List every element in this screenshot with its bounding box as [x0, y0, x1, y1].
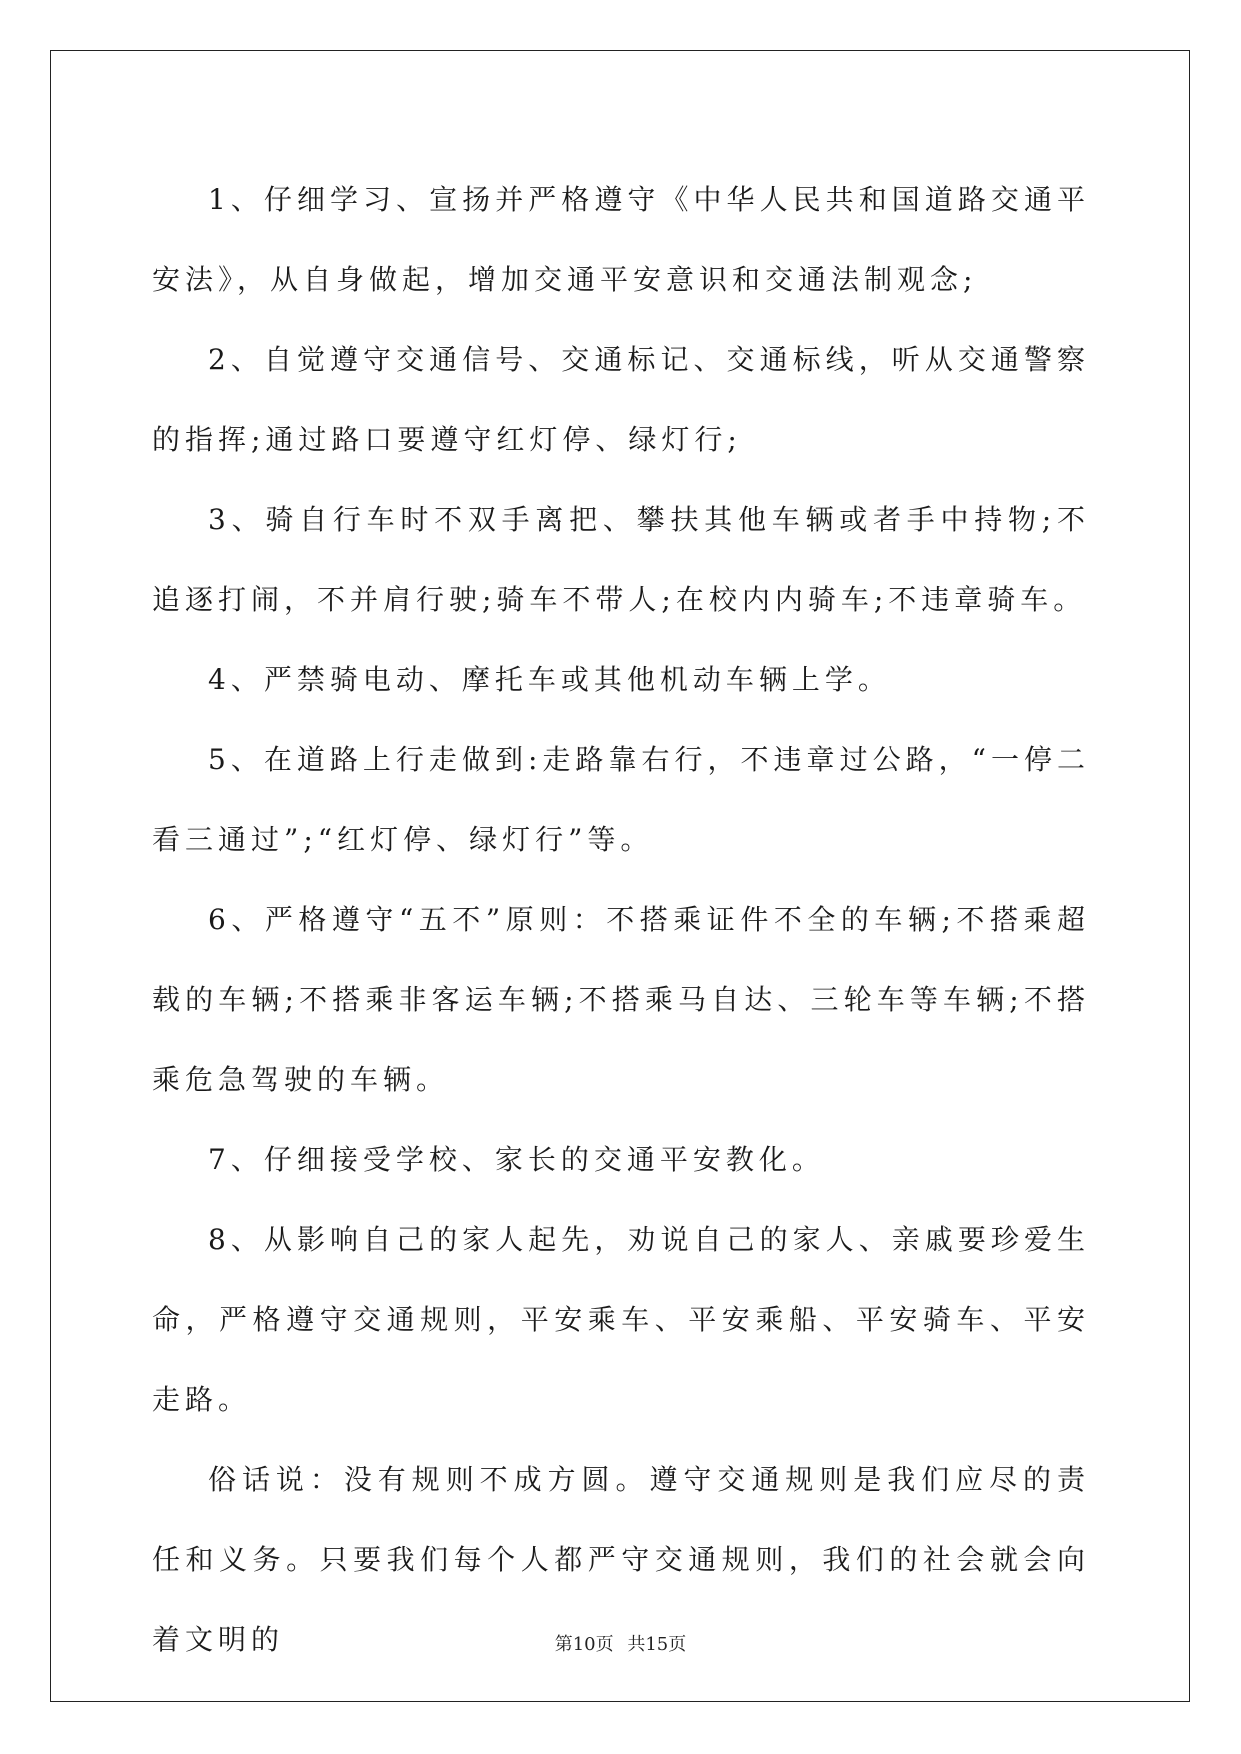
paragraph-4: 4、严禁骑电动、摩托车或其他机动车辆上学。	[208, 663, 891, 696]
paragraph-2: 2、自觉遵守交通信号、交通标记、交通标线，听从交通警察的指挥;通过路口要遵守红灯停、绿灯行;	[152, 343, 1090, 456]
paragraph-6: 6、严格遵守“五不”原则：不搭乘证件不全的车辆;不搭乘超载的车辆;不搭乘非客运车辆;不搭乘马自达、三轮车等车辆;不搭乘危急驾驶的车辆。	[152, 903, 1090, 1096]
paragraph-1: 1、仔细学习、宣扬并严格遵守《中华人民共和国道路交通平安法》，从自身做起，增加交通平安意识和交通法制观念;	[152, 183, 1090, 296]
paragraph-conclusion: 俗话说：没有规则不成方圆。遵守交通规则是我们应尽的责任和义务。只要我们每个人都严守交通规则，我们的社会就会向着文明的	[152, 1463, 1090, 1656]
paragraph-5: 5、在道路上行走做到:走路靠右行，不违章过公路，“一停二看三通过”;“红灯停、绿灯行”等。	[152, 743, 1090, 856]
paragraph-8: 8、从影响自己的家人起先，劝说自己的家人、亲戚要珍爱生命，严格遵守交通规则，平安乘车、平安乘船、平安骑车、平安走路。	[152, 1223, 1090, 1416]
paragraph-3: 3、骑自行车时不双手离把、攀扶其他车辆或者手中持物;不追逐打闹，不并肩行驶;骑车不带人;在校内内骑车;不违章骑车。	[152, 503, 1090, 616]
paragraph-7: 7、仔细接受学校、家长的交通平安教化。	[208, 1143, 825, 1176]
page-footer	[0, 1630, 1241, 1656]
page-number: 第10页	[554, 1634, 614, 1655]
page-total: 共15页	[627, 1634, 687, 1655]
document-body	[152, 160, 1090, 1680]
